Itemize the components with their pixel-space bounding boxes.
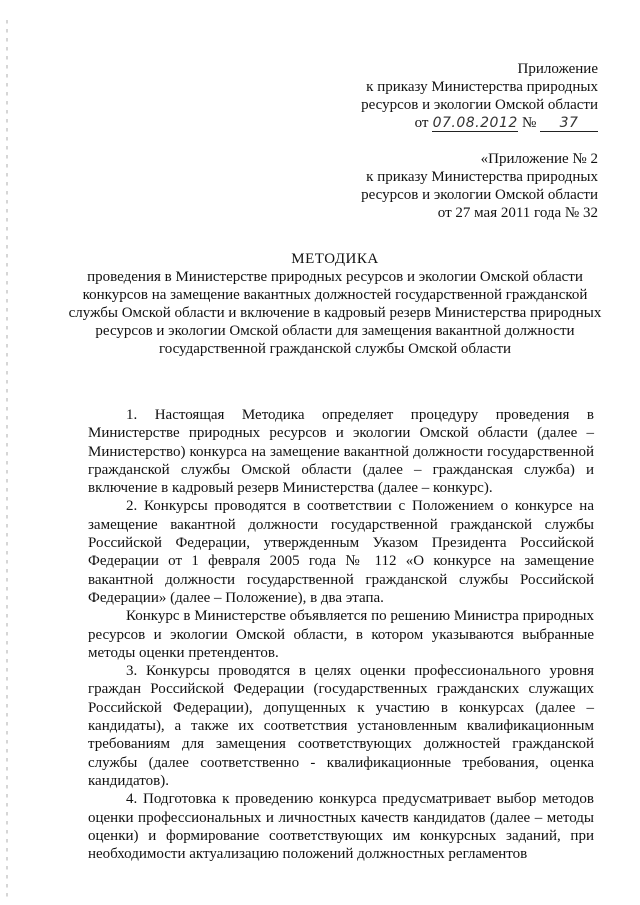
paragraph-2-continued: Конкурс в Министерстве объявляется по решению Министра природных ресурсов и экологии Омской области, в котором указываются выбранные методы оценки претендентов. <box>88 608 594 661</box>
appendix2-header <box>361 150 598 222</box>
appendix-label: Приложение <box>517 61 598 77</box>
document-title <box>60 250 610 358</box>
paragraph-3: 3. Конкурсы проводятся в целях оценки профессионального уровня граждан Российской Федерации (государственных гражданских служащих Российской Федерации), допущенных к участию в конкурсах (далее – кандидаты), а также их соответствия установленным квалификационным требованиям для замещения соответствующих должностей гражданской службы (далее соответственно - квалификационные требования, оценка кандидатов). <box>88 663 594 789</box>
scan-margin-marks <box>6 20 8 900</box>
appendix2-date-line: от 27 мая 2011 года № 32 <box>437 205 598 221</box>
paragraph-2: 2. Конкурсы проводятся в соответствии с Положением о конкурсе на замещение вакантной должности государственной гражданской службы Российской Федерации, утвержденным Указом Президента Российской Федерации от 1 февраля 2005 года № 112 «О конкурсе на замещение вакантной должности государственной гражданской службы Российской Федерации» (далее – Положение), в два этапа. <box>88 498 594 606</box>
title-main: МЕТОДИКА <box>291 251 379 267</box>
paragraph-1: 1. Настоящая Методика определяет процедуру проведения в Министерстве природных ресурсов и экологии Омской области (далее – Министерство) конкурса на замещение вакантной должности государственной гражданской службы Омской области (далее – гражданская служба) и включение в кадровый резерв Министерства (далее – конкурс). <box>88 407 594 497</box>
number-prefix: № <box>521 115 537 131</box>
appendix-order-line: к приказу Министерства природных <box>366 79 598 95</box>
appendix2-ministry-line: ресурсов и экологии Омской области <box>361 187 598 203</box>
document-body <box>88 406 594 863</box>
paragraph-4: 4. Подготовка к проведению конкурса предусматривает выбор методов оценки профессиональных и личностных качеств кандидатов (далее – методы оценки) и формирование соответствующих им конкурсных заданий, при необходимости актуализацию положений должностных регламентов <box>88 791 594 863</box>
handwritten-number: 37 <box>540 116 598 132</box>
appendix2-label: «Приложение № 2 <box>480 151 598 167</box>
handwritten-date: 07.08.2012 <box>432 115 518 131</box>
appendix2-order-line: к приказу Министерства природных <box>366 169 598 185</box>
date-prefix: от <box>414 115 429 131</box>
appendix-date-line <box>361 114 598 132</box>
appendix-ministry-line: ресурсов и экологии Омской области <box>361 97 598 113</box>
appendix-header <box>361 60 598 132</box>
title-subtitle: проведения в Министерстве природных ресурсов и экологии Омской области конкурсов на замещение вакантных должностей государственной гражданской службы Омской области и включение в кадровый резерв Министерства природных ресурсов и экологии Омской области для замещения вакантной должности государственной гражданской службы Омской области <box>68 269 602 357</box>
